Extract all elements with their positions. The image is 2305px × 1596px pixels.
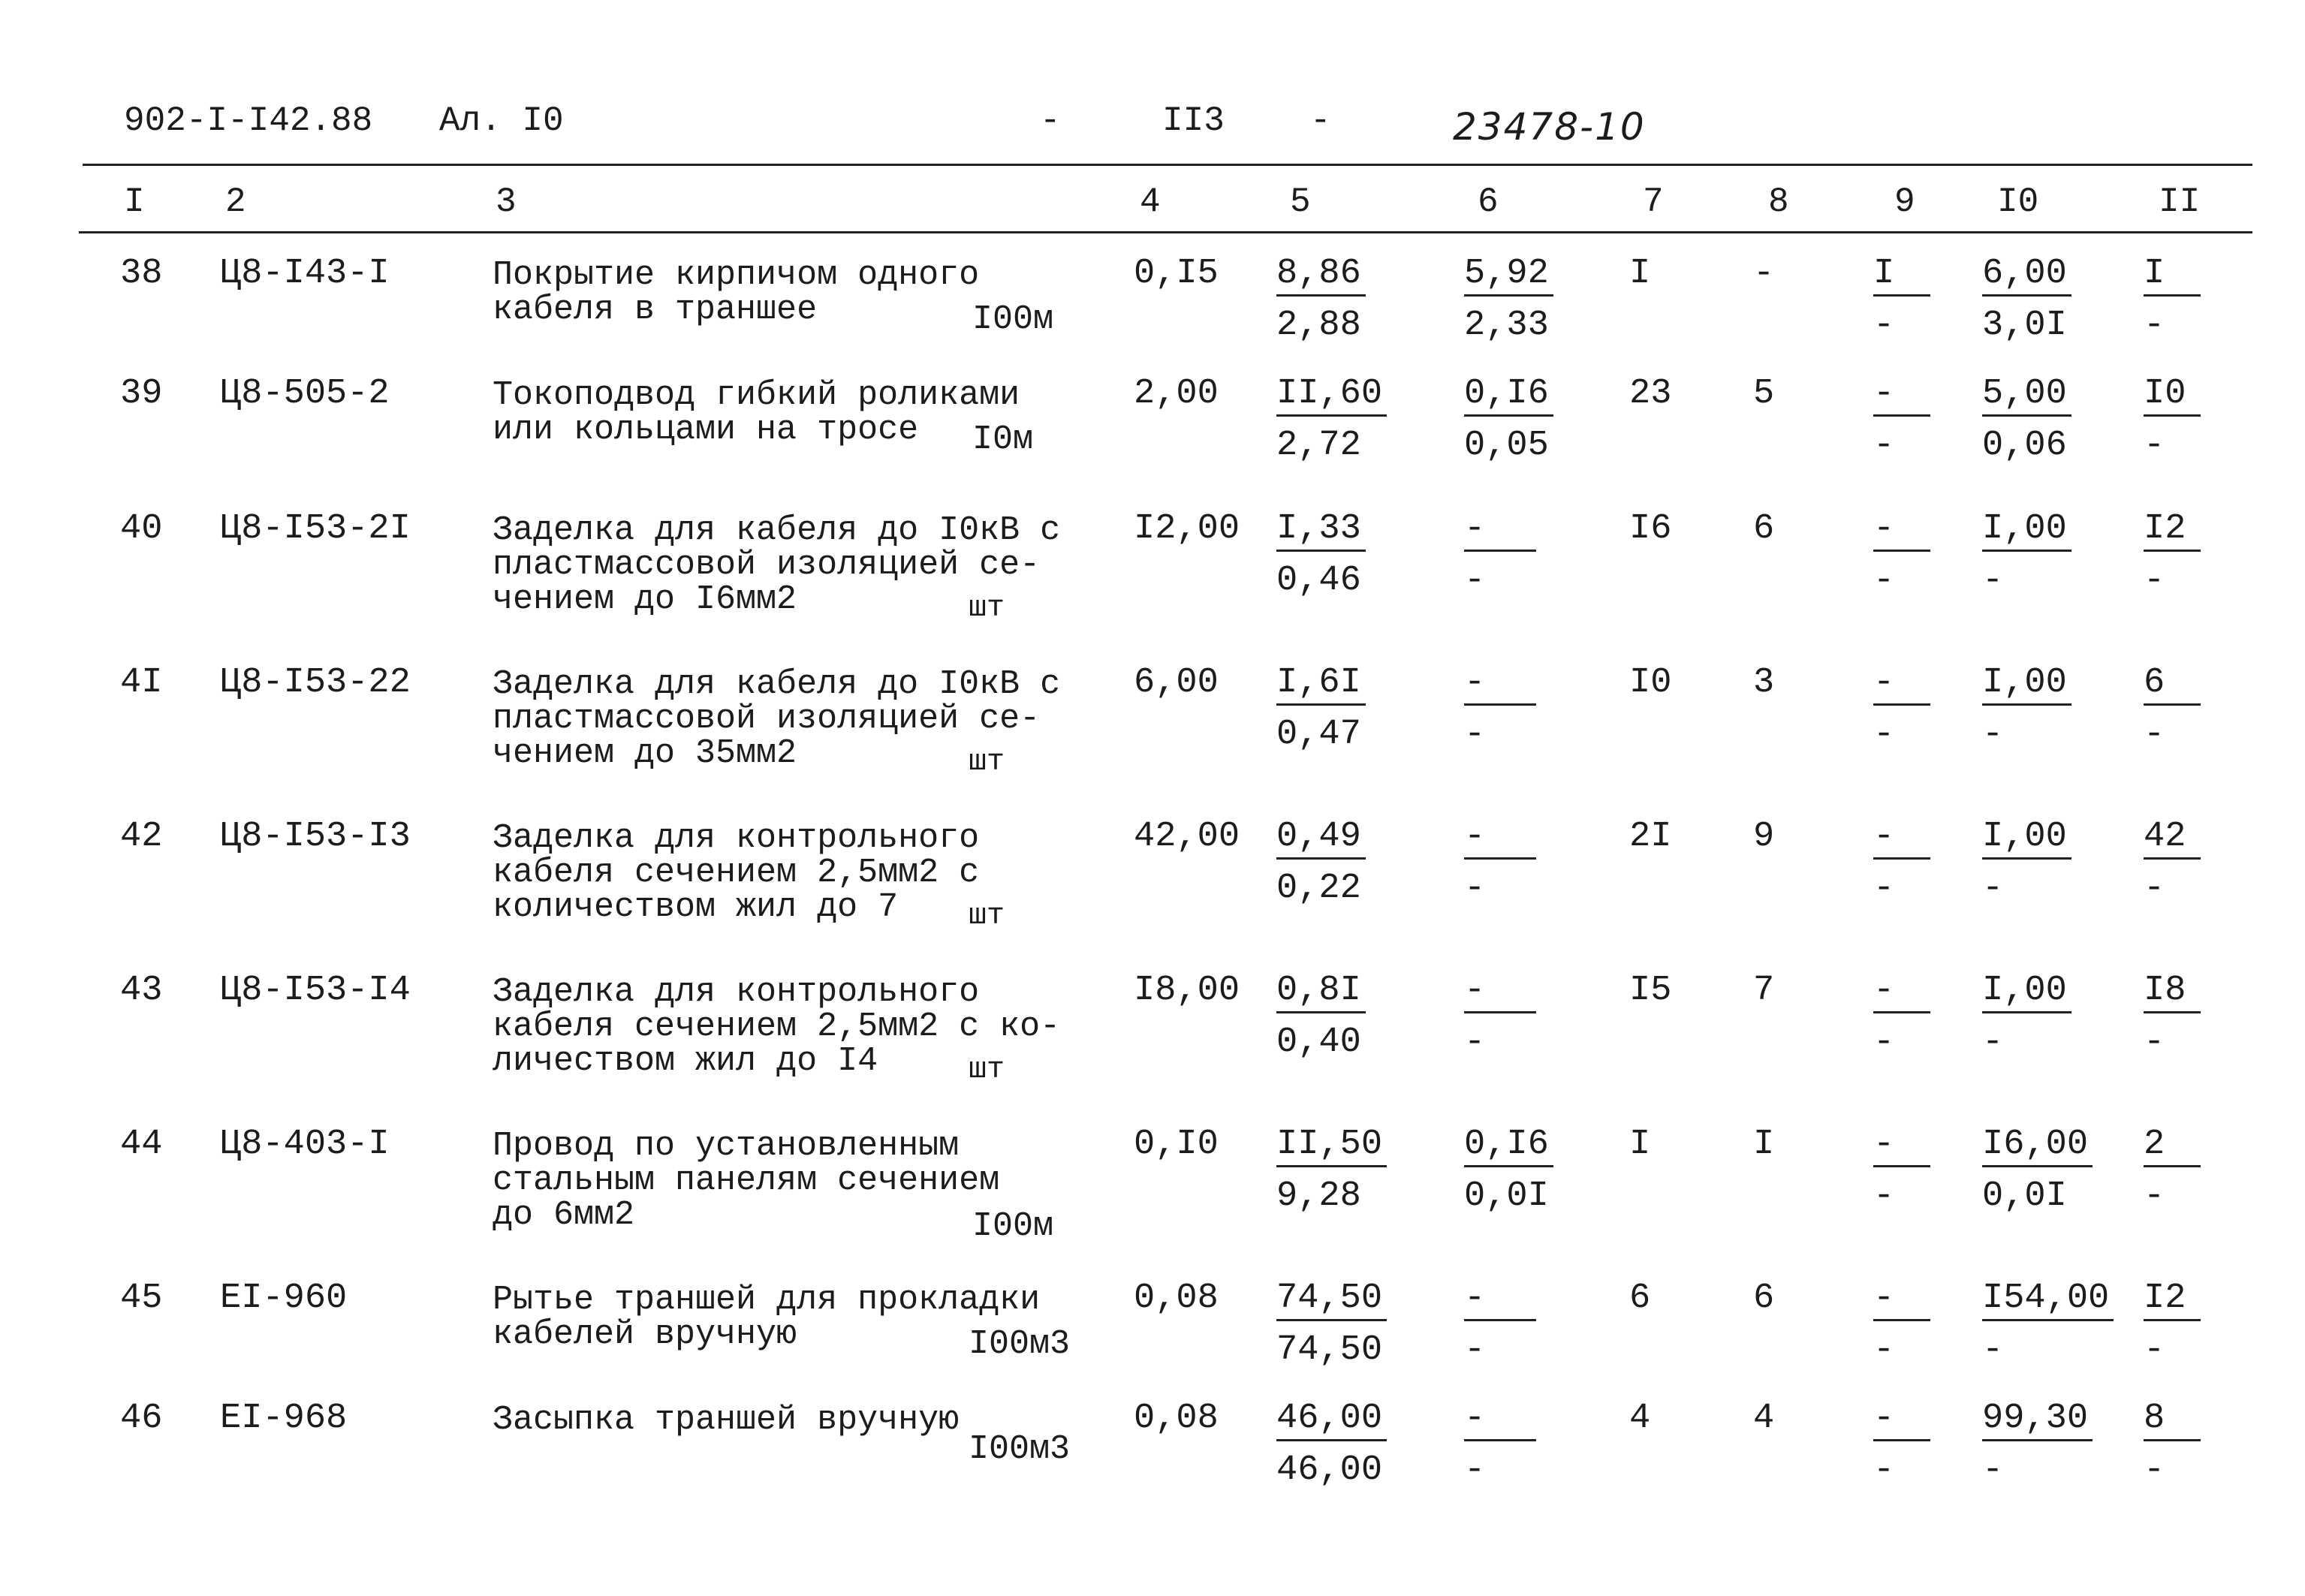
machine-cost-total: - bbox=[1464, 972, 1536, 1013]
wages-total: I bbox=[1753, 1125, 1775, 1164]
col9-bottom: - bbox=[1873, 1176, 1895, 1216]
col-num-4: 4 bbox=[1140, 182, 1161, 221]
price-code: Ц8-I53-I3 bbox=[220, 817, 411, 857]
work-description bbox=[493, 1129, 999, 1233]
labor-total-top: 8 bbox=[2144, 1400, 2201, 1441]
table-row bbox=[0, 1400, 2305, 1550]
quantity: 0,08 bbox=[1134, 1278, 1219, 1318]
quantity: I2,00 bbox=[1134, 509, 1240, 549]
description-line: пластмассовой изоляцией се- bbox=[493, 546, 1041, 584]
unit-cost-total: II,50 bbox=[1276, 1126, 1387, 1167]
total-cost: I bbox=[1629, 254, 1651, 294]
unit-cost-wages: 2,88 bbox=[1276, 306, 1361, 345]
labor-total bbox=[2144, 1280, 2201, 1369]
labor-per-unit bbox=[1982, 1126, 2093, 1215]
col9-value bbox=[1873, 664, 1930, 754]
machine-cost-wages: - bbox=[1464, 715, 1486, 754]
col-num-6: 6 bbox=[1478, 182, 1499, 221]
machine-cost-wages: - bbox=[1464, 1450, 1486, 1490]
unit-cost bbox=[1276, 255, 1366, 345]
col9-bottom: - bbox=[1873, 869, 1895, 908]
machine-cost-total: - bbox=[1464, 510, 1536, 552]
price-code: EI-960 bbox=[220, 1278, 348, 1318]
unit-cost-total: 8,86 bbox=[1276, 255, 1366, 297]
unit-cost bbox=[1276, 510, 1366, 600]
unit-cost bbox=[1276, 664, 1366, 754]
unit-cost-wages: 0,40 bbox=[1276, 1022, 1361, 1062]
row-number: 43 bbox=[120, 971, 163, 1010]
col9-bottom: - bbox=[1873, 561, 1895, 601]
machine-cost-total: - bbox=[1464, 1400, 1536, 1441]
dash-left: - bbox=[1040, 101, 1061, 140]
quantity: 0,I0 bbox=[1134, 1125, 1219, 1164]
description-line: личеством жил до I4 bbox=[493, 1042, 878, 1080]
unit-of-measure: шт bbox=[969, 592, 1005, 625]
col9-bottom: - bbox=[1873, 1330, 1895, 1370]
machine-cost-total: - bbox=[1464, 1280, 1536, 1321]
labor-total-top: I8 bbox=[2144, 972, 2201, 1013]
labor-per-unit-top: 6,00 bbox=[1982, 255, 2071, 297]
description-line: стальным панелям сечением bbox=[493, 1161, 1000, 1200]
labor-total bbox=[2144, 510, 2201, 600]
labor-total bbox=[2144, 972, 2201, 1061]
row-number: 39 bbox=[120, 374, 163, 414]
labor-total-bottom: - bbox=[2144, 1176, 2165, 1216]
quantity: 0,I5 bbox=[1134, 254, 1219, 294]
wages-total: 6 bbox=[1753, 509, 1775, 549]
machine-cost-total: 0,I6 bbox=[1464, 1126, 1553, 1167]
wages-total: 9 bbox=[1753, 817, 1775, 857]
table-row bbox=[0, 972, 2305, 1122]
dash-right: - bbox=[1310, 101, 1331, 140]
quantity: 6,00 bbox=[1134, 663, 1219, 703]
labor-per-unit-bottom: - bbox=[1982, 715, 2004, 754]
wages-total: 7 bbox=[1753, 971, 1775, 1010]
labor-total-top: I0 bbox=[2144, 375, 2201, 417]
labor-total bbox=[2144, 375, 2201, 465]
labor-per-unit-bottom: - bbox=[1982, 1330, 2004, 1370]
description-line: Заделка для контрольного bbox=[493, 973, 980, 1011]
labor-per-unit-bottom: 0,06 bbox=[1982, 426, 2067, 465]
labor-total bbox=[2144, 255, 2201, 345]
unit-cost-total: 0,49 bbox=[1276, 818, 1366, 860]
col9-top: - bbox=[1873, 1400, 1930, 1441]
table-row bbox=[0, 510, 2305, 661]
labor-total-bottom: - bbox=[2144, 869, 2165, 908]
labor-per-unit bbox=[1982, 1400, 2093, 1489]
machine-cost bbox=[1464, 375, 1553, 465]
machine-cost-total: 5,92 bbox=[1464, 255, 1553, 297]
total-cost: 23 bbox=[1629, 374, 1672, 414]
labor-total-top: 2 bbox=[2144, 1126, 2201, 1167]
labor-per-unit-top: 5,00 bbox=[1982, 375, 2071, 417]
labor-per-unit-bottom: 0,0I bbox=[1982, 1176, 2067, 1216]
row-number: 40 bbox=[120, 509, 163, 549]
total-cost: I6 bbox=[1629, 509, 1672, 549]
col9-value bbox=[1873, 1126, 1930, 1215]
unit-cost bbox=[1276, 972, 1366, 1061]
unit-of-measure: шт bbox=[969, 1053, 1005, 1087]
quantity: 42,00 bbox=[1134, 817, 1240, 857]
unit-cost-total: I,6I bbox=[1276, 664, 1366, 706]
wages-total: 4 bbox=[1753, 1399, 1775, 1438]
machine-cost-wages: - bbox=[1464, 1330, 1486, 1370]
labor-total-top: 42 bbox=[2144, 818, 2201, 860]
handwritten-reference: 23478-10 bbox=[1453, 105, 1646, 149]
col9-bottom: - bbox=[1873, 1022, 1895, 1062]
total-cost: I5 bbox=[1629, 971, 1672, 1010]
unit-of-measure: I00м bbox=[972, 1207, 1054, 1245]
machine-cost bbox=[1464, 1400, 1536, 1489]
labor-per-unit bbox=[1982, 972, 2071, 1061]
unit-of-measure: I00м3 bbox=[969, 1430, 1071, 1468]
row-number: 45 bbox=[120, 1278, 163, 1318]
price-code: Ц8-I43-I bbox=[220, 254, 390, 294]
work-description bbox=[493, 378, 1020, 447]
labor-per-unit-top: I,00 bbox=[1982, 972, 2071, 1013]
labor-per-unit-top: I54,00 bbox=[1982, 1280, 2114, 1321]
col9-bottom: - bbox=[1873, 426, 1895, 465]
total-cost: I bbox=[1629, 1125, 1651, 1164]
description-line: пластмассовой изоляцией се- bbox=[493, 700, 1041, 738]
unit-cost-total: 46,00 bbox=[1276, 1400, 1387, 1441]
labor-total-bottom: - bbox=[2144, 306, 2165, 345]
labor-per-unit-bottom: 3,0I bbox=[1982, 306, 2067, 345]
unit-of-measure: I00м3 bbox=[969, 1325, 1071, 1363]
description-line: кабеля сечением 2,5мм2 с ко- bbox=[493, 1007, 1061, 1046]
machine-cost bbox=[1464, 255, 1553, 345]
labor-total-top: 6 bbox=[2144, 664, 2201, 706]
labor-per-unit-top: I,00 bbox=[1982, 510, 2071, 552]
work-description bbox=[493, 1283, 1040, 1352]
description-line: кабеля сечением 2,5мм2 с bbox=[493, 854, 980, 892]
labor-total-top: I bbox=[2144, 255, 2201, 297]
machine-cost bbox=[1464, 818, 1536, 908]
table-row bbox=[0, 1126, 2305, 1276]
unit-cost-wages: 0,22 bbox=[1276, 869, 1361, 908]
unit-cost bbox=[1276, 1126, 1387, 1215]
description-line: до 6мм2 bbox=[493, 1196, 635, 1234]
unit-cost-wages: 9,28 bbox=[1276, 1176, 1361, 1216]
machine-cost bbox=[1464, 510, 1536, 600]
labor-per-unit-bottom: - bbox=[1982, 561, 2004, 601]
labor-total bbox=[2144, 818, 2201, 908]
machine-cost bbox=[1464, 1280, 1536, 1369]
col-num-1: I bbox=[124, 182, 145, 221]
col9-bottom: - bbox=[1873, 715, 1895, 754]
machine-cost bbox=[1464, 664, 1536, 754]
labor-per-unit bbox=[1982, 375, 2071, 465]
labor-total bbox=[2144, 664, 2201, 754]
price-code: Ц8-I53-22 bbox=[220, 663, 411, 703]
table-row bbox=[0, 818, 2305, 968]
labor-per-unit bbox=[1982, 255, 2071, 345]
description-line: количеством жил до 7 bbox=[493, 888, 899, 926]
table-row bbox=[0, 375, 2305, 525]
description-line: Заделка для кабеля до I0кВ с bbox=[493, 511, 1061, 550]
col9-bottom: - bbox=[1873, 1450, 1895, 1490]
col-num-2: 2 bbox=[225, 182, 246, 221]
description-line: Покрытие кирпичом одного bbox=[493, 256, 980, 294]
sheet-label: Ал. I0 bbox=[439, 101, 564, 140]
labor-per-unit bbox=[1982, 1280, 2114, 1369]
description-line: Засыпка траншей вручную bbox=[493, 1401, 960, 1439]
col-num-3: 3 bbox=[496, 182, 517, 221]
col9-top: - bbox=[1873, 818, 1930, 860]
machine-cost bbox=[1464, 1126, 1553, 1215]
labor-per-unit-bottom: - bbox=[1982, 1022, 2004, 1062]
row-number: 42 bbox=[120, 817, 163, 857]
machine-cost-wages: 0,05 bbox=[1464, 426, 1549, 465]
col9-value bbox=[1873, 818, 1930, 908]
work-description bbox=[493, 1403, 959, 1438]
machine-cost bbox=[1464, 972, 1536, 1061]
total-cost: 4 bbox=[1629, 1399, 1651, 1438]
col9-bottom: - bbox=[1873, 306, 1895, 345]
machine-cost-wages: 0,0I bbox=[1464, 1176, 1549, 1216]
col-num-9: 9 bbox=[1894, 182, 1915, 221]
col9-value bbox=[1873, 972, 1930, 1061]
col9-value bbox=[1873, 510, 1930, 600]
machine-cost-total: - bbox=[1464, 818, 1536, 860]
total-cost: 2I bbox=[1629, 817, 1672, 857]
col9-value bbox=[1873, 1280, 1930, 1369]
unit-of-measure: I00м bbox=[972, 300, 1054, 339]
unit-cost-total: II,60 bbox=[1276, 375, 1387, 417]
row-number: 38 bbox=[120, 254, 163, 294]
labor-per-unit-bottom: - bbox=[1982, 1450, 2004, 1490]
col-num-8: 8 bbox=[1768, 182, 1789, 221]
description-line: Заделка для кабеля до I0кВ с bbox=[493, 665, 1061, 703]
unit-cost-wages: 2,72 bbox=[1276, 426, 1361, 465]
col-num-7: 7 bbox=[1643, 182, 1664, 221]
description-line: кабеля в траншее bbox=[493, 291, 818, 329]
unit-cost bbox=[1276, 818, 1366, 908]
description-line: Заделка для контрольного bbox=[493, 819, 980, 857]
unit-of-measure: шт bbox=[969, 745, 1005, 779]
labor-total-bottom: - bbox=[2144, 426, 2165, 465]
labor-total-bottom: - bbox=[2144, 1330, 2165, 1370]
machine-cost-wages: - bbox=[1464, 869, 1486, 908]
col9-top: - bbox=[1873, 1280, 1930, 1321]
work-description bbox=[493, 821, 979, 925]
description-line: Провод по установленным bbox=[493, 1127, 960, 1165]
document-code: 902-I-I42.88 bbox=[124, 101, 373, 140]
header-rule-top bbox=[83, 164, 2252, 166]
labor-per-unit-bottom: - bbox=[1982, 869, 2004, 908]
unit-cost bbox=[1276, 1400, 1387, 1489]
unit-cost bbox=[1276, 1280, 1387, 1369]
page-number: II3 bbox=[1162, 101, 1225, 140]
col9-top: I bbox=[1873, 255, 1930, 297]
row-number: 4I bbox=[120, 663, 163, 703]
unit-of-measure: I0м bbox=[972, 420, 1034, 459]
labor-per-unit bbox=[1982, 510, 2071, 600]
quantity: 2,00 bbox=[1134, 374, 1219, 414]
price-code: Ц8-I53-2I bbox=[220, 509, 411, 549]
labor-per-unit-top: I,00 bbox=[1982, 818, 2071, 860]
work-description bbox=[493, 258, 979, 327]
labor-total-bottom: - bbox=[2144, 1450, 2165, 1490]
unit-of-measure: шт bbox=[969, 899, 1005, 933]
labor-total-top: I2 bbox=[2144, 1280, 2201, 1321]
description-line: или кольцами на тросе bbox=[493, 411, 919, 449]
labor-per-unit-top: 99,30 bbox=[1982, 1400, 2093, 1441]
price-code: EI-968 bbox=[220, 1399, 348, 1438]
labor-total-bottom: - bbox=[2144, 715, 2165, 754]
unit-cost-wages: 0,47 bbox=[1276, 715, 1361, 754]
total-cost: 6 bbox=[1629, 1278, 1651, 1318]
price-code: Ц8-I53-I4 bbox=[220, 971, 411, 1010]
labor-total-top: I2 bbox=[2144, 510, 2201, 552]
description-line: Токоподвод гибкий роликами bbox=[493, 376, 1020, 414]
labor-total-bottom: - bbox=[2144, 1022, 2165, 1062]
unit-cost-wages: 74,50 bbox=[1276, 1330, 1383, 1370]
machine-cost-total: - bbox=[1464, 664, 1536, 706]
price-code: Ц8-505-2 bbox=[220, 374, 390, 414]
wages-total: 5 bbox=[1753, 374, 1775, 414]
quantity: 0,08 bbox=[1134, 1399, 1219, 1438]
labor-total bbox=[2144, 1400, 2201, 1489]
quantity: I8,00 bbox=[1134, 971, 1240, 1010]
col9-top: - bbox=[1873, 375, 1930, 417]
col9-top: - bbox=[1873, 1126, 1930, 1167]
machine-cost-wages: 2,33 bbox=[1464, 306, 1549, 345]
description-line: чением до I6мм2 bbox=[493, 580, 797, 619]
header-rule-bottom bbox=[79, 231, 2252, 233]
total-cost: I0 bbox=[1629, 663, 1672, 703]
wages-total: - bbox=[1753, 254, 1775, 294]
labor-total bbox=[2144, 1126, 2201, 1215]
labor-per-unit-top: I6,00 bbox=[1982, 1126, 2093, 1167]
col-num-10: I0 bbox=[1997, 182, 2039, 221]
unit-cost-total: I,33 bbox=[1276, 510, 1366, 552]
col9-value bbox=[1873, 375, 1930, 465]
col9-top: - bbox=[1873, 972, 1930, 1013]
col9-value bbox=[1873, 1400, 1930, 1489]
col9-value bbox=[1873, 255, 1930, 345]
machine-cost-wages: - bbox=[1464, 561, 1486, 601]
wages-total: 3 bbox=[1753, 663, 1775, 703]
row-number: 46 bbox=[120, 1399, 163, 1438]
unit-cost-wages: 0,46 bbox=[1276, 561, 1361, 601]
table-row bbox=[0, 664, 2305, 815]
description-line: Рытье траншей для прокладки bbox=[493, 1281, 1041, 1319]
col-num-5: 5 bbox=[1290, 182, 1311, 221]
col9-top: - bbox=[1873, 510, 1930, 552]
machine-cost-total: 0,I6 bbox=[1464, 375, 1553, 417]
wages-total: 6 bbox=[1753, 1278, 1775, 1318]
machine-cost-wages: - bbox=[1464, 1022, 1486, 1062]
labor-total-bottom: - bbox=[2144, 561, 2165, 601]
col-num-11: II bbox=[2159, 182, 2201, 221]
labor-per-unit-top: I,00 bbox=[1982, 664, 2071, 706]
row-number: 44 bbox=[120, 1125, 163, 1164]
labor-per-unit bbox=[1982, 664, 2071, 754]
unit-cost bbox=[1276, 375, 1387, 465]
description-line: чением до 35мм2 bbox=[493, 734, 797, 772]
unit-cost-total: 0,8I bbox=[1276, 972, 1366, 1013]
unit-cost-wages: 46,00 bbox=[1276, 1450, 1383, 1490]
unit-cost-total: 74,50 bbox=[1276, 1280, 1387, 1321]
col9-top: - bbox=[1873, 664, 1930, 706]
labor-per-unit bbox=[1982, 818, 2071, 908]
description-line: кабелей вручную bbox=[493, 1315, 797, 1354]
price-code: Ц8-403-I bbox=[220, 1125, 390, 1164]
